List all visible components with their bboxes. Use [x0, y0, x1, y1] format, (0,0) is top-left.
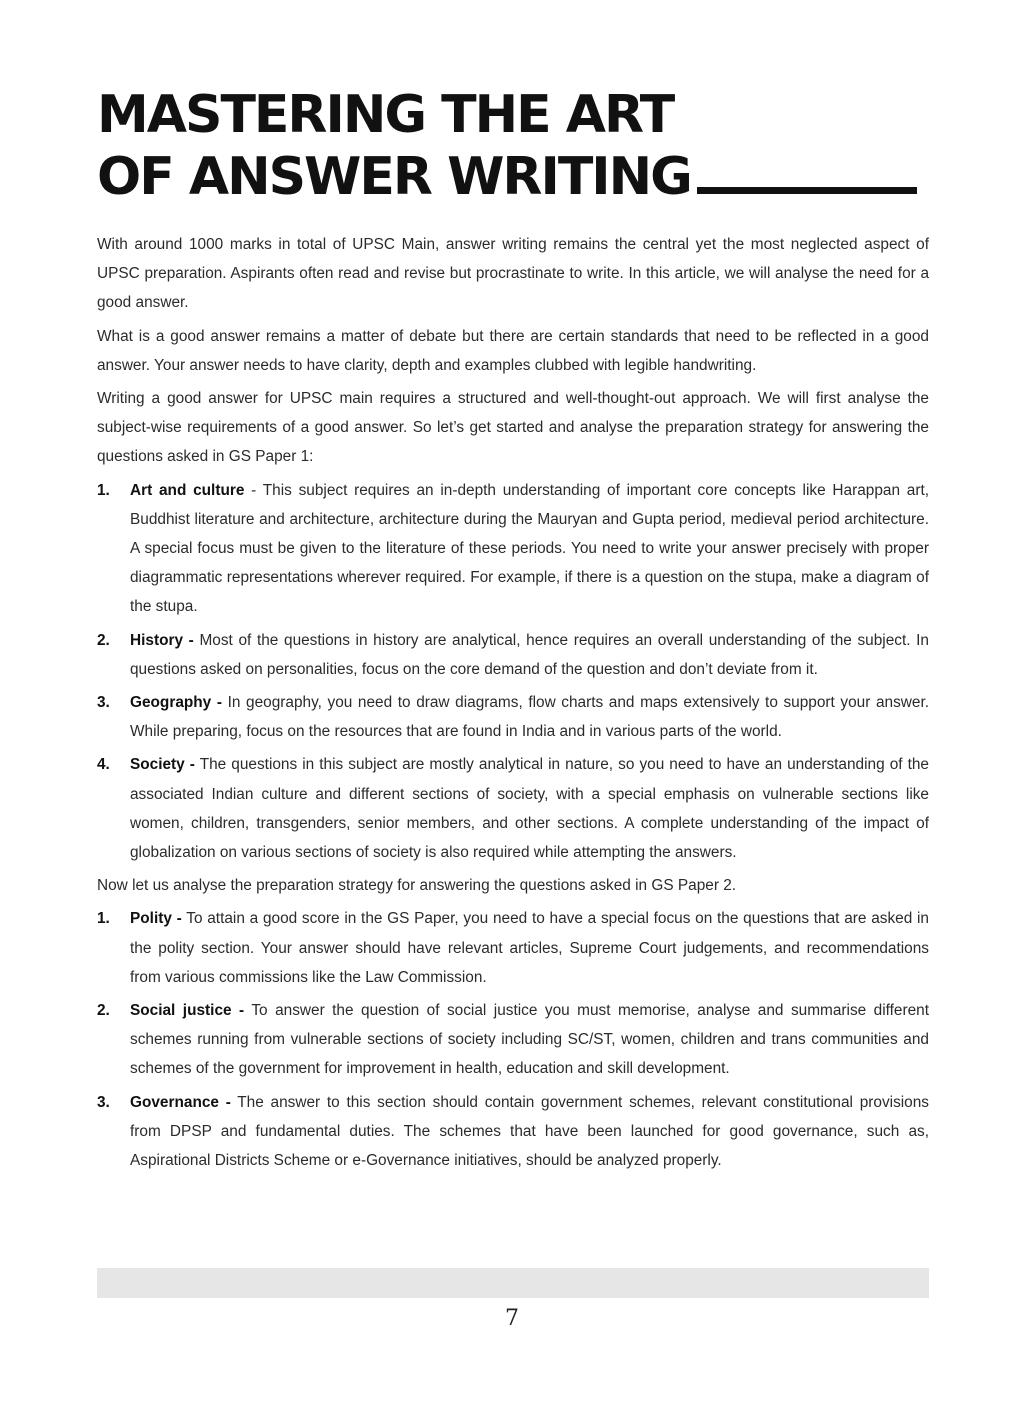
title-line-2	[97, 146, 929, 208]
list-item-text	[130, 750, 929, 867]
list-number: 1.	[97, 481, 110, 499]
list-item-text	[130, 476, 929, 622]
list-number: 3.	[97, 1093, 110, 1111]
list-item-description: To answer the question of social justice you must memorise, analyse and summarise different schemes running from vulnerable sections of society including SC/ST, women, children and trans communities and schemes of the government for improvement in health, education and skill development.	[130, 1002, 929, 1078]
list-item-term: Social justice -	[130, 1002, 245, 1020]
list-item-description: To attain a good score in the GS Paper, you need to have a special focus on the questions that are asked in the polity section. Your answer should have relevant articles, Supreme Court judgements, and recommendations from various commissions like the Law Commission.	[130, 910, 929, 986]
list-item-text	[130, 688, 929, 746]
intro-paragraph-3: Writing a good answer for UPSC main requires a structured and well-thought-out approach. We will first analyse the subject-wise requirements of a good answer. So let’s get started and analyse the preparation strategy for answering the questions asked in GS Paper 1:	[97, 390, 929, 466]
list-item-description: Most of the questions in history are analytical, hence requires an overall understanding of the subject. In questions asked on personalities, focus on the core demand of the question and don’t deviate from it.	[130, 631, 929, 678]
list-number: 4.	[97, 756, 110, 774]
article-body	[97, 230, 929, 1175]
list-item	[97, 996, 929, 1084]
list-number: 3.	[97, 694, 110, 712]
list-item-separator: -	[244, 481, 263, 499]
list-item	[97, 904, 929, 992]
list-item	[97, 750, 929, 867]
title-line-1: MASTERING THE ART	[97, 85, 674, 145]
footer-bar	[97, 1268, 929, 1298]
gs-paper-1-list	[97, 476, 929, 868]
list-item	[97, 688, 929, 746]
list-item-text	[130, 996, 929, 1084]
list-item-term: Society -	[130, 756, 195, 774]
list-item-description: The questions in this subject are mostly analytical in nature, so you need to have an understanding of the associated Indian culture and different sections of society, with a special emphasis on vulnerable sections like women, children, transgenders, senior members, and other sections. A complete understanding of the impact of globalization on various sections of society is also required while attempting the answers.	[130, 756, 929, 862]
list-item	[97, 1088, 929, 1176]
list-item	[97, 476, 929, 622]
list-item-text	[130, 1088, 929, 1176]
list-item-description: In geography, you need to draw diagrams, flow charts and maps extensively to support your answer. While preparing, focus on the resources that are found in India and in various parts of the world.	[130, 694, 930, 741]
page-title	[97, 84, 929, 208]
list-number: 2.	[97, 631, 110, 649]
list-item	[97, 626, 929, 684]
gs-paper-2-list	[97, 904, 929, 1175]
list-item-description: The answer to this section should contain government schemes, relevant constitutional provisions from DPSP and fundamental duties. The schemes that have been launched for good governance, such as, Aspirational Districts Scheme or e-Governance initiatives, should be analyzed properly.	[130, 1093, 929, 1170]
list-number: 2.	[97, 1002, 110, 1020]
list-item-text	[130, 904, 929, 992]
list-item-term: Art and culture	[130, 481, 245, 499]
list-item-text	[130, 626, 929, 684]
list-number: 1.	[97, 910, 110, 928]
list-item-term: Geography -	[130, 694, 222, 712]
list-item-term: Polity -	[130, 910, 182, 928]
intro-paragraph-1: With around 1000 marks in total of UPSC Main, answer writing remains the central yet the most neglected aspect of UPSC preparation. Aspirants often read and revise but procrastinate to write. In this article, we will analyse the need for a good answer.	[97, 236, 929, 312]
page-number: 7	[505, 1306, 519, 1331]
list-item-term: History -	[130, 631, 194, 649]
title-line-2-text: OF ANSWER WRITING	[97, 147, 691, 207]
intro-paragraph-2: What is a good answer remains a matter of debate but there are certain standards that need to be reflected in a good answer. Your answer needs to have clarity, depth and examples clubbed with legible handwriting.	[97, 327, 929, 374]
title-underline-rule	[697, 187, 917, 194]
gs-paper-2-intro: Now let us analyse the preparation strategy for answering the questions asked in GS Paper 2.	[97, 877, 737, 895]
list-item-description: This subject requires an in-depth understanding of important core concepts like Harappan art, Buddhist literature and architecture, architecture during the Mauryan and Gupta period, medieval period architecture. A special focus must be given to the literature of these periods. You need to write your answer precisely with proper diagrammatic representations wherever required. For example, if there is a question on the stupa, make a diagram of the stupa.	[130, 481, 929, 616]
list-item-term: Governance -	[130, 1093, 231, 1111]
article	[97, 84, 929, 1179]
